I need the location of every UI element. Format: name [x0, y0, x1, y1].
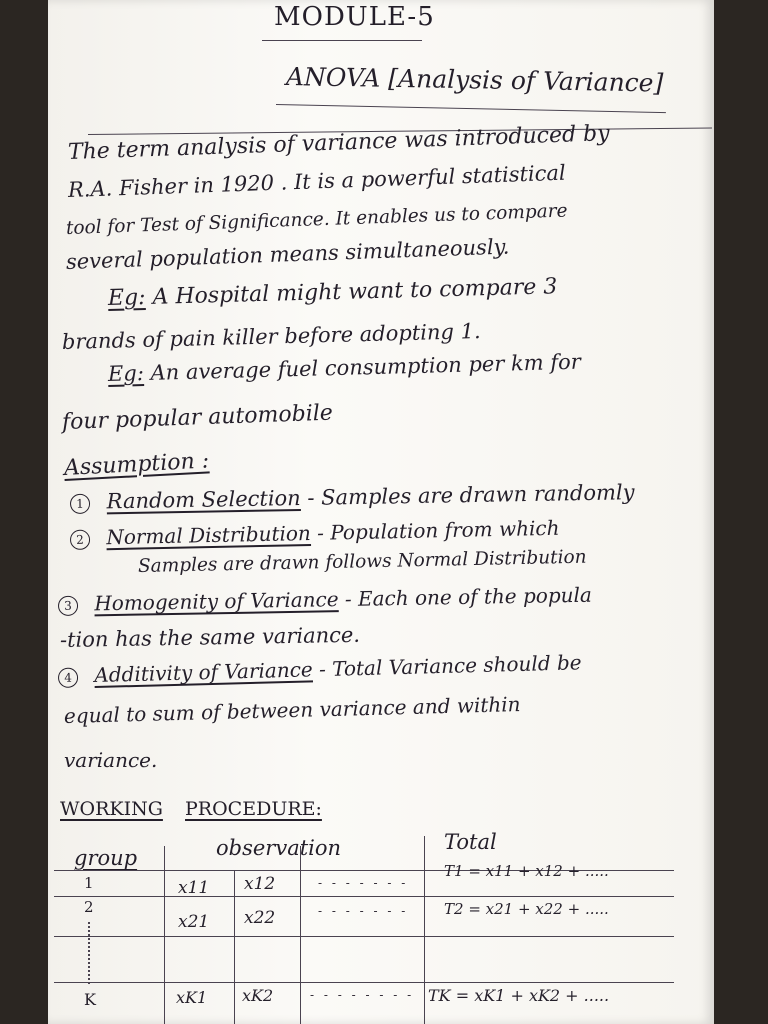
table-line-4 [54, 982, 674, 983]
example-1-line-2: brands of pain killer before adopting 1. [61, 319, 481, 354]
row-1-total: T1 = x11 + x12 + ..... [444, 862, 609, 880]
assumption-heading: Assumption : [63, 448, 210, 481]
number-circle-3: 3 [58, 595, 78, 615]
procedure-heading-working: WORKING [60, 798, 163, 820]
row-2-total: T2 = x21 + x22 + ..... [444, 900, 609, 918]
row-k-obs1: xK1 [176, 988, 208, 1007]
module-title: MODULE-5 [274, 2, 435, 32]
assumption-4-term: Additivity of Variance [94, 657, 313, 688]
assumption-1-term: Random Selection [106, 485, 301, 514]
table-vline-1 [164, 846, 165, 1024]
notebook-page [48, 0, 714, 1024]
number-circle-1: 1 [70, 493, 90, 513]
row-1-obs1: x11 [178, 878, 210, 898]
row-1-obs2: x12 [244, 874, 276, 894]
example-1-text: A Hospital might want to compare 3 [152, 274, 558, 310]
table-line-2 [54, 896, 674, 897]
intro-line-1: The term analysis of variance was introduced by [67, 121, 610, 165]
row-k-obs2: xK2 [242, 986, 274, 1005]
intro-line-2: R.A. Fisher in 1920 . It is a powerful statistical [67, 160, 567, 202]
row-k-ellipsis: - - - - - - - - [310, 988, 415, 1002]
procedure-heading-procedure: PROCEDURE: [185, 798, 322, 820]
row-2-group: 2 [84, 898, 94, 916]
example-1-label: Eg: [107, 285, 146, 311]
row-1-ellipsis: - - - - - - - [318, 876, 409, 890]
assumption-3-term: Homogenity of Variance [94, 587, 339, 616]
example-2-line-2: four popular automobile [61, 400, 334, 435]
assumption-item-3 [58, 583, 592, 616]
assumption-4-line-2: equal to sum of between variance and within [63, 692, 521, 728]
col-header-observation: observation [216, 836, 342, 860]
row-2-ellipsis: - - - - - - - [318, 904, 409, 918]
col-header-total: Total [444, 830, 497, 854]
number-circle-4: 4 [58, 667, 79, 688]
example-2-label: Eg: [107, 361, 145, 386]
assumption-4-line-3: variance. [64, 748, 158, 772]
example-1-line-1 [108, 274, 558, 311]
col-header-group: group [74, 846, 138, 870]
anova-title-underline-1 [276, 104, 666, 113]
intro-line-4: several population means simultaneously. [65, 234, 510, 274]
assumption-2-line-2: Samples are drawn follows Normal Distribution [137, 546, 587, 577]
module-title-underline [262, 40, 422, 41]
table-vline-4 [424, 836, 425, 1024]
assumption-item-1 [70, 480, 635, 514]
table-line-3 [54, 936, 674, 937]
example-2-line-1 [108, 350, 581, 386]
assumption-3-text: - Each one of the popula [344, 582, 593, 611]
row-2-obs1: x21 [178, 912, 210, 932]
row-k-group: K [84, 990, 96, 1009]
row-k-total: TK = xK1 + xK2 + ..... [428, 986, 610, 1005]
assumption-item-4 [58, 650, 582, 688]
table-vline-3 [300, 846, 301, 1024]
row-2-obs2: x22 [244, 908, 276, 928]
number-circle-2: 2 [70, 529, 90, 549]
intro-line-3: tool for Test of Significance. It enables us to compare [65, 200, 568, 239]
assumption-4-text: - Total Variance should be [318, 650, 582, 682]
procedure-heading [60, 798, 322, 820]
anova-title: ANOVA [Analysis of Variance] [285, 62, 664, 98]
row-1-group: 1 [84, 874, 94, 892]
assumption-2-text: - Population from which [316, 515, 560, 545]
assumption-3-line-2: -tion has the same variance. [59, 622, 361, 652]
group-vertical-ellipsis [88, 922, 90, 984]
table-vline-2 [234, 870, 235, 1024]
example-2-text: An average fuel consumption per km for [150, 349, 582, 385]
assumption-2-term: Normal Distribution [106, 520, 312, 550]
assumption-item-2 [70, 516, 560, 550]
assumption-1-text: - Samples are drawn randomly [307, 480, 635, 510]
